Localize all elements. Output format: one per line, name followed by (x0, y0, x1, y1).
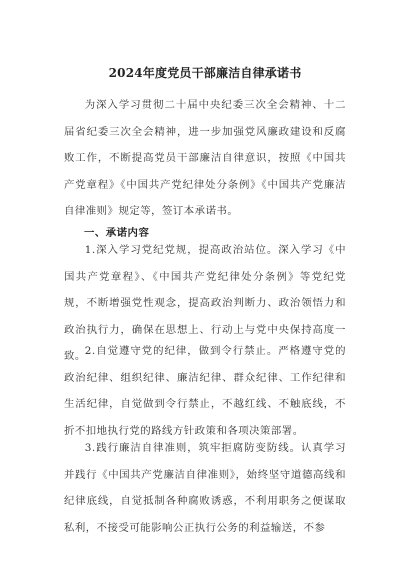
commitment-paragraph-2: 2.自觉遵守党的纪律，做到令行禁止。严格遵守党的政治纪律、组织纪律、廉洁纪律、群众纪律、工作纪律和生活纪律，自觉做到令行禁止，不越红线、不触底线，不折不扣地执行党的路线方针政策和各项决策部署。 (64, 345, 346, 437)
document-title: 2024年度党员干部廉洁自律承诺书 (108, 66, 302, 80)
commitment-paragraph-3: 3.践行廉洁自律准则，筑牢拒腐防变防线。认真学习并践行《中国共产党廉洁自律准则》，始终坚守道德高线和纪律底线，自觉抵制各种腐败诱惑，不利用职务之便谋取私利，不接受可能影响公正执行公务的利益输送，不参 (64, 442, 346, 534)
section-heading: 一、承诺内容 (84, 227, 150, 239)
commitment-paragraph-1: 1.深入学习党纪党规，提高政治站位。深入学习《中国共产党章程》、《中国共产党纪律处分条例》等党纪党规，不断增强党性观念，提高政治判断力、政治领悟力和政治执行力，确保在思想上、行动上与党中央保持高度一致。 (64, 244, 346, 362)
intro-paragraph: 为深入学习贯彻二十届中央纪委三次全会精神、十二届省纪委三次全会精神，进一步加强党风廉政建设和反腐败工作，不断提高党员干部廉洁自律意识，按照《中国共产党章程》《中国共产党纪律处分条例》《中国共产党廉洁自律准则》规定等，签订本承诺书。 (64, 99, 346, 217)
